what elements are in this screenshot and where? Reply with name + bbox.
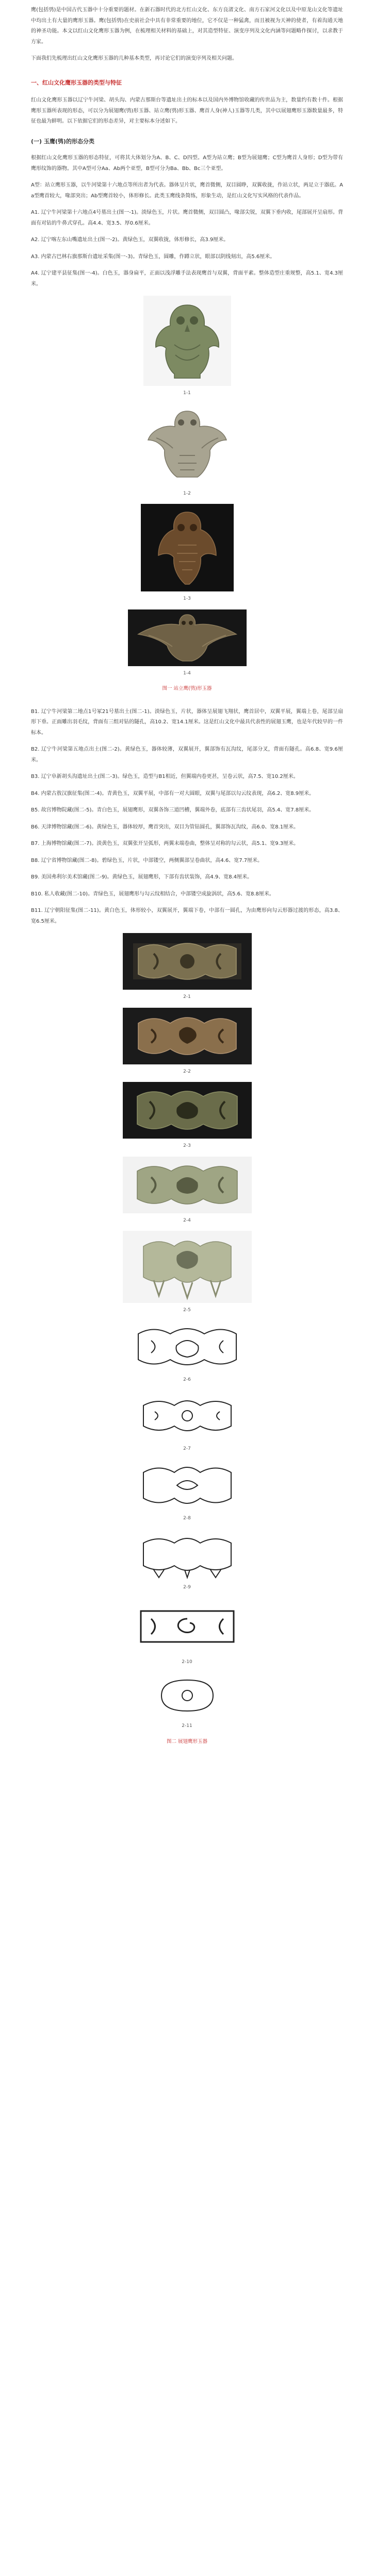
figure-2-label-10: 2-10 (182, 1659, 192, 1665)
jade-owl-photo-2 (120, 404, 254, 486)
specimen-b10: B10. 私人收藏(图二-10)。青绿色玉，展翅鹰形与勾云纹相结合，中部镂空成旋涡状，高5.6、宽8.8厘米。 (31, 891, 274, 897)
figure-1-label-4: 1-4 (183, 670, 191, 676)
intro-paragraph-2: 下面我们先梳理出红山文化鹰形玉器的几种基本类型，再讨论它们的演变序列及相关问题。 (31, 56, 237, 61)
specimen-b7: B7. 上海博物馆藏(图二-7)。淡黄色玉，双翼张开呈弧形，两翼末端卷曲，整体呈对称的勾云状，高5.1、宽9.3厘米。 (31, 841, 299, 846)
figure-2-label-5: 2-5 (183, 1308, 191, 1313)
type-intro: 根据红山文化鹰形玉器的形态特征，可将其大体划分为A、B、C、D四型。A型为站立鹰；B型为展翅鹰；C型为鹰首人身形；D型为带有鹰形纹饰的器物。其中A型可分Aa、Ab两个亚型，B型可分为Ba、Bb、Bc三个亚型。 (31, 155, 343, 172)
figure-2-label-2: 2-2 (183, 1069, 191, 1074)
specimen-b1: B1. 辽宁牛河梁第二地点1号冢21号墓出土(图二-1)。淡绿色玉，片状，器体呈展翅飞翔状，鹰首居中，双翼平展，翼端上卷，尾部呈扇形下垂。正面雕出羽毛纹，背面有三组对钻的隧孔，高10.2、宽14.1厘米。这是红山文化中最具代表性的展翅玉鹰，也是年代较早的一件标本。 (31, 708, 343, 736)
figure-2-label-9: 2-9 (183, 1585, 191, 1590)
specimen-b5: B5. 故宫博物院藏(图二-5)。青白色玉，展翅鹰形，双翼各饰三道凹槽，翼端外卷，底部有三齿状尾羽，高5.4、宽7.8厘米。 (31, 807, 315, 813)
figure-2-label-8: 2-8 (183, 1515, 191, 1521)
figure-2-label-6: 2-6 (183, 1377, 191, 1382)
figure-2-label-4: 2-4 (183, 1217, 191, 1223)
jade-cloud-drawing-9 (120, 1529, 254, 1580)
subsection-title: (一) 玉鹰(鸮)的形态分类 (31, 138, 94, 145)
figure-1-label-2: 1-2 (183, 490, 191, 496)
specimen-a2: A2. 辽宁喀左东山嘴遗址出土(图一-2)。黄绿色玉，双翼收拢，体形修长，高3.9厘米。 (31, 237, 229, 243)
specimen-a3: A3. 内蒙古巴林右旗那斯台遗址采集(图一-3)。青绿色玉，圆雕，作蹲立状，眼部以阴线刻出，高5.6厘米。 (31, 253, 275, 260)
specimen-b11: B11. 辽宁朝阳征集(图二-11)。黄白色玉，体形较小，双翼展开，翼端下卷，中部有一圆孔，为由鹰形向勾云形器过渡的形态，高3.8、宽6.5厘米。 (31, 908, 343, 924)
specimen-a4: A4. 辽宁建平县征集(图一-4)。白色玉，器身扁平，正面以浅浮雕手法表现鹰首与双翼，背面平素。整体造型庄重规整，高5.1、宽4.3厘米。 (31, 270, 343, 287)
figure-2 (112, 933, 262, 1747)
intro-paragraph-1: 鹰(包括鸮)是中国古代玉器中十分重要的题材。在新石器时代的北方红山文化、东方良渚文化、南方石家河文化以及中原龙山文化等遗址中均出土有大量的鹰形玉器。鹰(包括鸮)在史前社会中具有非常重要的地位，它不仅是一种猛禽，而且被视为天神的使者，有着沟通天地的神圣功能。本文以红山文化鹰形玉器为例，在梳理相关材料的基础上，对其造型特征、演变序列及文化内涵等问题略作探讨，以求教于方家。 (31, 7, 343, 45)
jade-cloud-photo-5 (120, 1231, 254, 1303)
jade-cloud-drawing-10 (120, 1598, 254, 1655)
figure-2-label-3: 2-3 (183, 1143, 191, 1148)
figure-2-label-11: 2-11 (182, 1723, 192, 1728)
jade-cloud-photo-4 (120, 1157, 254, 1213)
figure-1 (112, 296, 262, 694)
jade-cloud-drawing-11 (120, 1672, 254, 1719)
specimen-b2: B2. 辽宁牛河梁第五地点出土(图二-2)。黄绿色玉，器体较薄，双翼展开，翼部饰有瓦沟纹，尾部分叉，背面有隧孔。高6.8、宽9.6厘米。 (31, 747, 343, 763)
section-1-title: 一、红山文化鹰形玉器的类型与特征 (31, 79, 122, 86)
jade-cloud-drawing-6 (120, 1321, 254, 1372)
specimen-b8: B8. 辽宁省博物馆藏(图二-8)。碧绿色玉，片状，中部镂空，两侧翼部呈卷曲状，高4.6、宽7.7厘米。 (31, 857, 263, 863)
specimen-b9: B9. 美国弗利尔美术馆藏(图二-9)。黄绿色玉，展翅鹰形，下部有齿状装饰，高4.9、宽8.4厘米。 (31, 874, 253, 880)
type-detail: A型：站立鹰形玉器，以牛河梁第十六地点等所出者为代表。器体呈片状，鹰首微侧，双目圆睁，双翼收拢，作站立状，两足立于器底。Aa型鹰首较大，喙部突出；Ab型鹰首较小，体形修长。此类玉鹰线条简练，形象生动，是红山文化写实风格的代表作品。 (31, 182, 343, 199)
figure-1-label-1: 1-1 (183, 391, 191, 396)
jade-cloud-drawing-8 (120, 1460, 254, 1511)
specimen-a1: A1. 辽宁牛河梁第十六地点4号墓出土(图一-1)。淡绿色玉，片状。鹰首微侧，双目圆凸，喙部尖锐，双翼下垂内收，尾部展开呈扇形。背面有对钻的牛鼻式穿孔。高4.4、宽3.5、厚0.6厘米。 (31, 210, 343, 226)
figure-2-caption: 图二 展翅鹰形玉器 (166, 1738, 208, 1744)
figure-1-label-3: 1-3 (183, 596, 191, 601)
jade-cloud-photo-2 (120, 1008, 254, 1064)
jade-cloud-drawing-7 (120, 1390, 254, 1442)
jade-cloud-photo-3 (120, 1082, 254, 1139)
jade-eagle-photo-4 (120, 609, 254, 666)
jade-owl-photo-1 (120, 296, 254, 386)
specimen-b3: B3. 辽宁阜新胡头沟遗址出土(图二-3)。绿色玉，造型与B1相近，但翼端内卷更甚，呈卷云状，高7.5、宽10.2厘米。 (31, 774, 299, 779)
article-page (31, 0, 343, 1770)
jade-owl-photo-3 (120, 504, 254, 591)
figure-2-label-1: 2-1 (183, 994, 191, 999)
section-1-intro: 红山文化鹰形玉器以辽宁牛河梁、胡头沟、内蒙古那斯台等遗址出土的标本以及国内外博物馆收藏的传世品为主，数量约有数十件。根据鹰形玉器所表现的形态，可以分为展翅鹰(鸮)形玉器、站立鹰(鸮)形玉器、鹰首人身(神人)玉器等几类，其中以展翅鹰形玉器数量最多，特征也最为鲜明。以下依据它们的形态差异，对主要标本分述如下。 (31, 97, 343, 124)
jade-cloud-photo-1 (120, 933, 254, 990)
figure-1-caption: 图一 站立鹰(鸮)形玉器 (162, 686, 212, 691)
specimen-b6: B6. 天津博物馆藏(图二-6)。黄绿色玉，器体较厚，鹰首突出，双目为管钻圆孔，翼部饰瓦沟纹，高6.0、宽8.1厘米。 (31, 824, 299, 830)
figure-2-label-7: 2-7 (183, 1446, 191, 1451)
specimen-b4: B4. 内蒙古敖汉旗征集(图二-4)。青黄色玉，双翼平展，中部有一对大圆眼，双翼与尾部以勾云纹表现，高6.2、宽8.9厘米。 (31, 790, 315, 796)
